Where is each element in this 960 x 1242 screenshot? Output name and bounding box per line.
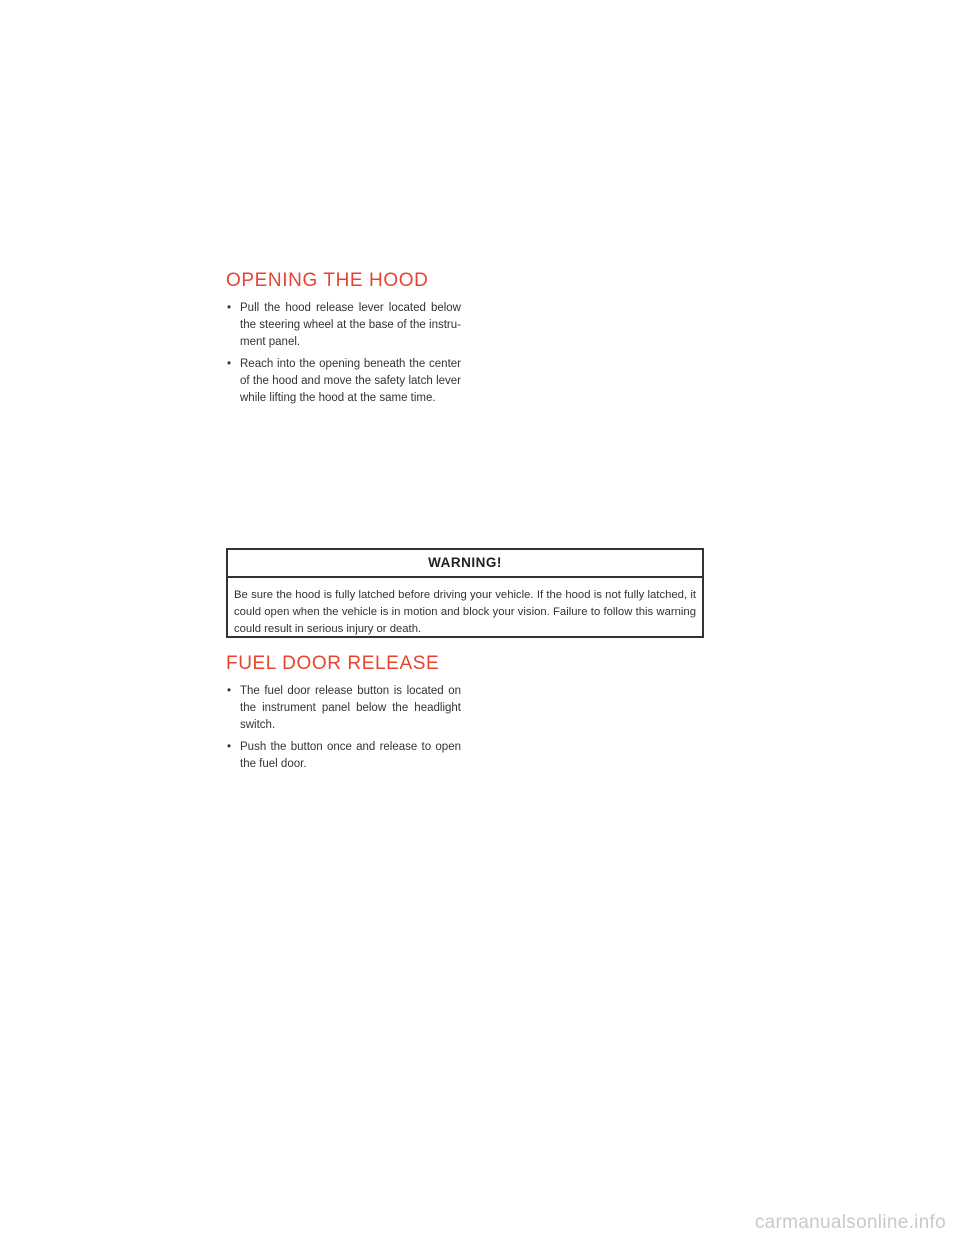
warning-box <box>226 548 704 638</box>
section-title-opening-hood: OPENING THE HOOD <box>226 270 429 291</box>
list-item <box>226 356 461 407</box>
bullet-icon: • <box>227 685 232 697</box>
fuel-door-instructions-list <box>226 683 461 778</box>
list-item <box>226 683 461 734</box>
list-item-text: Pull the hood release lever located below the steering wheel at the base of the instru-ment panel. <box>240 302 461 348</box>
watermark: carmanualsonline.info <box>754 1212 946 1233</box>
list-item <box>226 739 461 773</box>
list-item <box>226 300 461 351</box>
section-title-fuel-door: FUEL DOOR RELEASE <box>226 653 440 674</box>
bullet-icon: • <box>227 741 232 753</box>
list-item-text: Push the button once and release to open the fuel door. <box>240 741 461 770</box>
list-item-text: Reach into the opening beneath the center of the hood and move the safety latch lever while lifting the hood at the same time. <box>240 358 461 404</box>
bullet-icon: • <box>227 358 232 370</box>
list-item-text: The fuel door release button is located on the instrument panel below the headlight switch. <box>240 685 461 731</box>
bullet-icon: • <box>227 302 232 314</box>
warning-text: Be sure the hood is fully latched before driving your vehicle. If the hood is not fully latched, it could open when the vehicle is in motion and block your vision. Failure to follow this warning could result in serious injury or death. <box>234 589 696 635</box>
warning-title: WARNING! <box>228 550 702 578</box>
hood-instructions-list <box>226 300 461 412</box>
